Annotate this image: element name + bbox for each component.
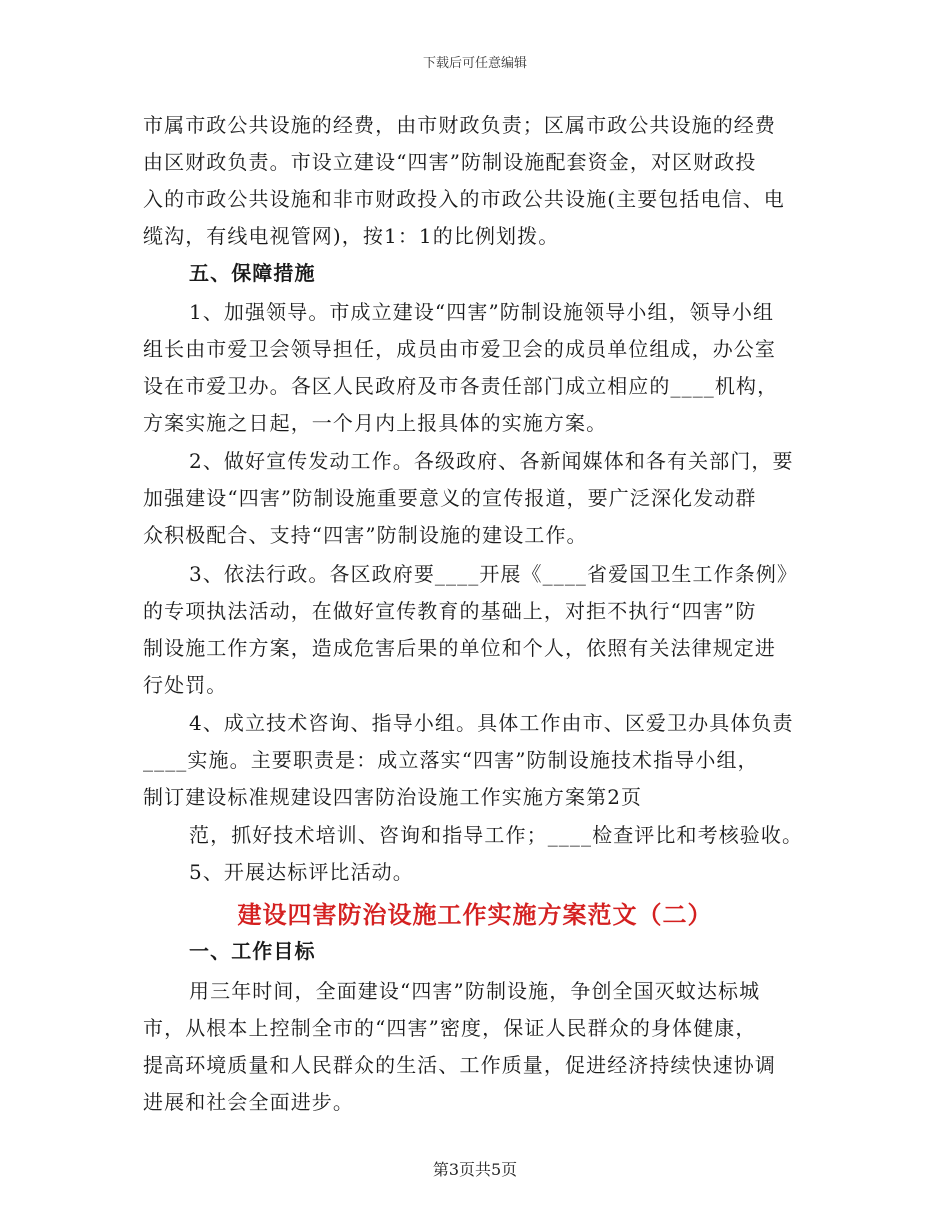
paragraph-line: 5、开展达标评比活动。 (189, 860, 414, 884)
paragraph-line: 由区财政负责。市设立建设“四害”防制设施配套资金，对区财政投 (143, 150, 757, 174)
paragraph-line: 组长由市爱卫会领导担任，成员由市爱卫会的成员单位组成，办公室 (143, 337, 776, 361)
paragraph-line: 加强建设“四害”防制设施重要意义的宣传报道，要广泛深化发动群 (143, 486, 757, 510)
paragraph-line: 制设施工作方案，造成危害后果的单位和个人，依照有关法律规定进 (143, 636, 776, 660)
paragraph-line: 4、成立技术咨询、指导小组。具体工作由市、区爱卫办具体负责 (189, 711, 794, 735)
paragraph-line: 3、依法行政。各区政府要____开展《____省爱国卫生工作条例》 (189, 562, 799, 586)
paragraph-line: 众积极配合、支持“四害”防制设施的建设工作。 (143, 523, 588, 547)
page-number: 第3页共5页 (432, 1160, 518, 1179)
paragraph-line: 设在市爱卫办。各区人民政府及市各责任部门成立相应的____机构， (143, 374, 779, 398)
paragraph-line: 1、加强领导。市成立建设“四害”防制设施领导小组，领导小组 (189, 300, 775, 324)
page-header: 下载后可任意编辑 (422, 56, 527, 71)
paragraph-line: 行处罚。 (143, 673, 228, 697)
paragraph-line: 市，从根本上控制全市的“四害”密度，保证人民群众的身体健康， (143, 1016, 757, 1040)
paragraph-line: 制订建设标准规建设四害防治设施工作实施方案第2页 (143, 785, 643, 809)
paragraph-line: 2、做好宣传发动工作。各级政府、各新闻媒体和各有关部门，要 (189, 449, 794, 473)
paragraph-line: 范，抓好技术培训、咨询和指导工作；____检查评比和考核验收。 (189, 823, 804, 847)
paragraph-line: 用三年时间，全面建设“四害”防制设施，争创全国灭蚊达标城 (189, 979, 761, 1003)
document-title: 建设四害防治设施工作实施方案范文（二） (237, 900, 713, 929)
paragraph-line: 缆沟，有线电视管网)，按1：1的比例划拨。 (143, 224, 560, 248)
paragraph-line: ____实施。主要职责是：成立落实“四害”防制设施技术指导小组， (143, 748, 759, 772)
section-heading: 五、保障措施 (189, 261, 316, 285)
paragraph-line: 进展和社会全面进步。 (143, 1090, 354, 1114)
paragraph-line: 方案实施之日起，一个月内上报具体的实施方案。 (143, 411, 608, 435)
paragraph-line: 的专项执法活动，在做好宣传教育的基础上，对拒不执行“四害”防 (143, 599, 757, 623)
section-heading: 一、工作目标 (189, 939, 316, 963)
paragraph-line: 入的市政公共设施和非市财政投入的市政公共设施(主要包括电信、电 (143, 187, 785, 211)
paragraph-line: 市属市政公共设施的经费，由市财政负责；区属市政公共设施的经费 (143, 113, 776, 137)
paragraph-line: 提高环境质量和人民群众的生活、工作质量，促进经济持续快速协调 (143, 1053, 776, 1077)
